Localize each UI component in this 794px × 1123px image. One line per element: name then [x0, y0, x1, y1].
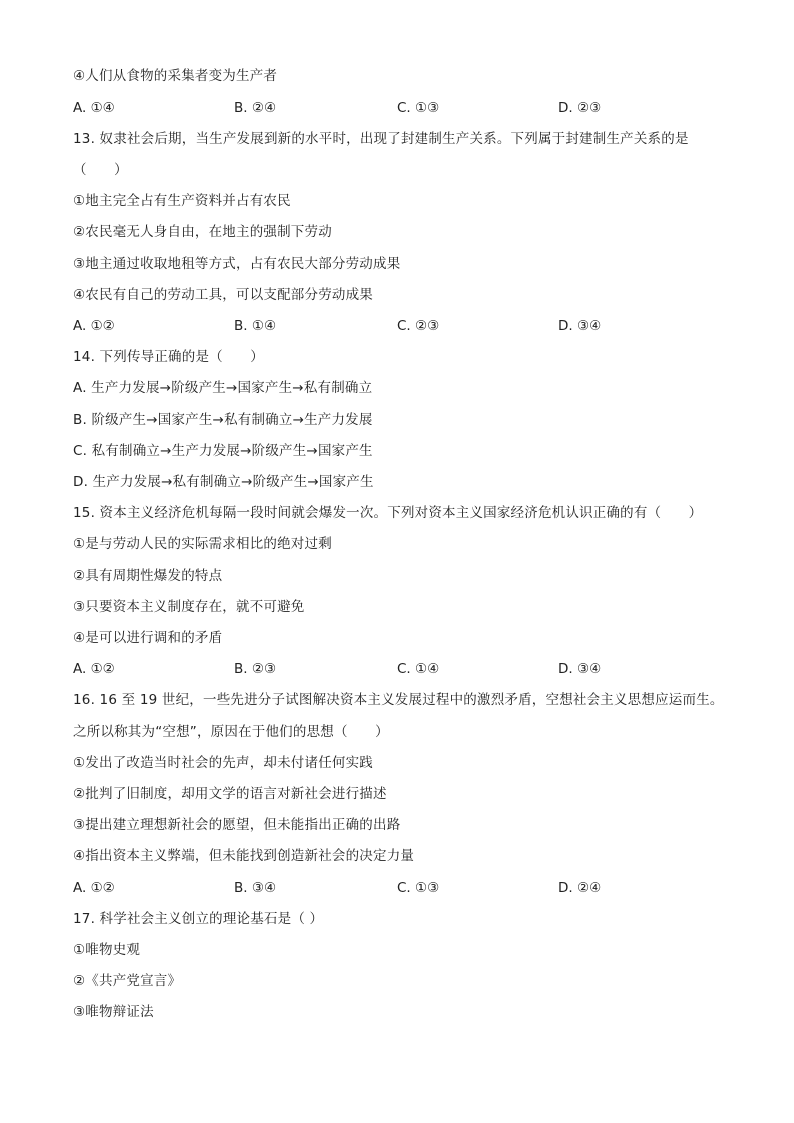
q16-stem: 16. 16 至 19 世纪，一些先进分子试图解决资本主义发展过程中的激烈矛盾，空想社会主义思想应运而生。 [73, 692, 724, 708]
q12-option-a: A. ①④ [73, 100, 115, 116]
q12-option-c: C. ①③ [397, 100, 440, 116]
q13-item-4: ④农民有自己的劳动工具，可以支配部分劳动成果 [73, 287, 374, 303]
q13-item-2: ②农民毫无人身自由，在地主的强制下劳动 [73, 224, 332, 240]
q13-option-d: D. ③④ [558, 318, 602, 334]
q16-item-1: ①发出了改造当时社会的先声，却未付诸任何实践 [73, 755, 374, 771]
q15-option-b: B. ②③ [234, 661, 277, 677]
q15-option-d: D. ③④ [558, 661, 602, 677]
q13-item-3: ③地主通过收取地租等方式，占有农民大部分劳动成果 [73, 256, 401, 272]
q15-item-2: ②具有周期性爆发的特点 [73, 568, 223, 584]
q15-option-a: A. ①② [73, 661, 115, 677]
q17-stem: 17. 科学社会主义创立的理论基石是（ ） [73, 911, 324, 927]
q12-item-4: ④人们从食物的采集者变为生产者 [73, 68, 278, 84]
q17-item-2: ②《共产党宣言》 [73, 973, 182, 989]
q13-option-c: C. ②③ [397, 318, 440, 334]
q16-option-c: C. ①③ [397, 880, 440, 896]
q15-option-c: C. ①④ [397, 661, 440, 677]
q14-stem: 14. 下列传导正确的是（ ） [73, 349, 264, 365]
q12-option-d: D. ②③ [558, 100, 602, 116]
q16-option-b: B. ③④ [234, 880, 277, 896]
q15-item-3: ③只要资本主义制度存在，就不可避免 [73, 599, 305, 615]
q16-item-3: ③提出建立理想新社会的愿望，但未能指出正确的出路 [73, 817, 401, 833]
q12-option-b: B. ②④ [234, 100, 277, 116]
q14-choice-c: C. 私有制确立→生产力发展→阶级产生→国家产生 [73, 443, 373, 459]
q14-choice-b: B. 阶级产生→国家产生→私有制确立→生产力发展 [73, 412, 373, 428]
q13-stem-blank: （ ） [73, 162, 128, 178]
q16-option-d: D. ②④ [558, 880, 602, 896]
q13-option-b: B. ①④ [234, 318, 277, 334]
q16-stem-line2: 之所以称其为“空想”，原因在于他们的思想（ ） [73, 724, 389, 740]
q15-item-4: ④是可以进行调和的矛盾 [73, 630, 223, 646]
q17-item-1: ①唯物史观 [73, 942, 141, 958]
q14-choice-a: A. 生产力发展→阶级产生→国家产生→私有制确立 [73, 380, 373, 396]
q13-option-a: A. ①② [73, 318, 115, 334]
q16-item-2: ②批判了旧制度，却用文学的语言对新社会进行描述 [73, 786, 387, 802]
q17-item-3: ③唯物辩证法 [73, 1004, 154, 1020]
q15-stem: 15. 资本主义经济危机每隔一段时间就会爆发一次。下列对资本主义国家经济危机认识正确的有（ ） [73, 505, 703, 521]
q15-item-1: ①是与劳动人民的实际需求相比的绝对过剩 [73, 536, 332, 552]
q14-choice-d: D. 生产力发展→私有制确立→阶级产生→国家产生 [73, 474, 374, 490]
q16-option-a: A. ①② [73, 880, 115, 896]
q13-stem: 13. 奴隶社会后期，当生产发展到新的水平时，出现了封建制生产关系。下列属于封建制生产关系的是 [73, 131, 689, 147]
q13-item-1: ①地主完全占有生产资料并占有农民 [73, 193, 291, 209]
q16-item-4: ④指出资本主义弊端，但未能找到创造新社会的决定力量 [73, 848, 415, 864]
